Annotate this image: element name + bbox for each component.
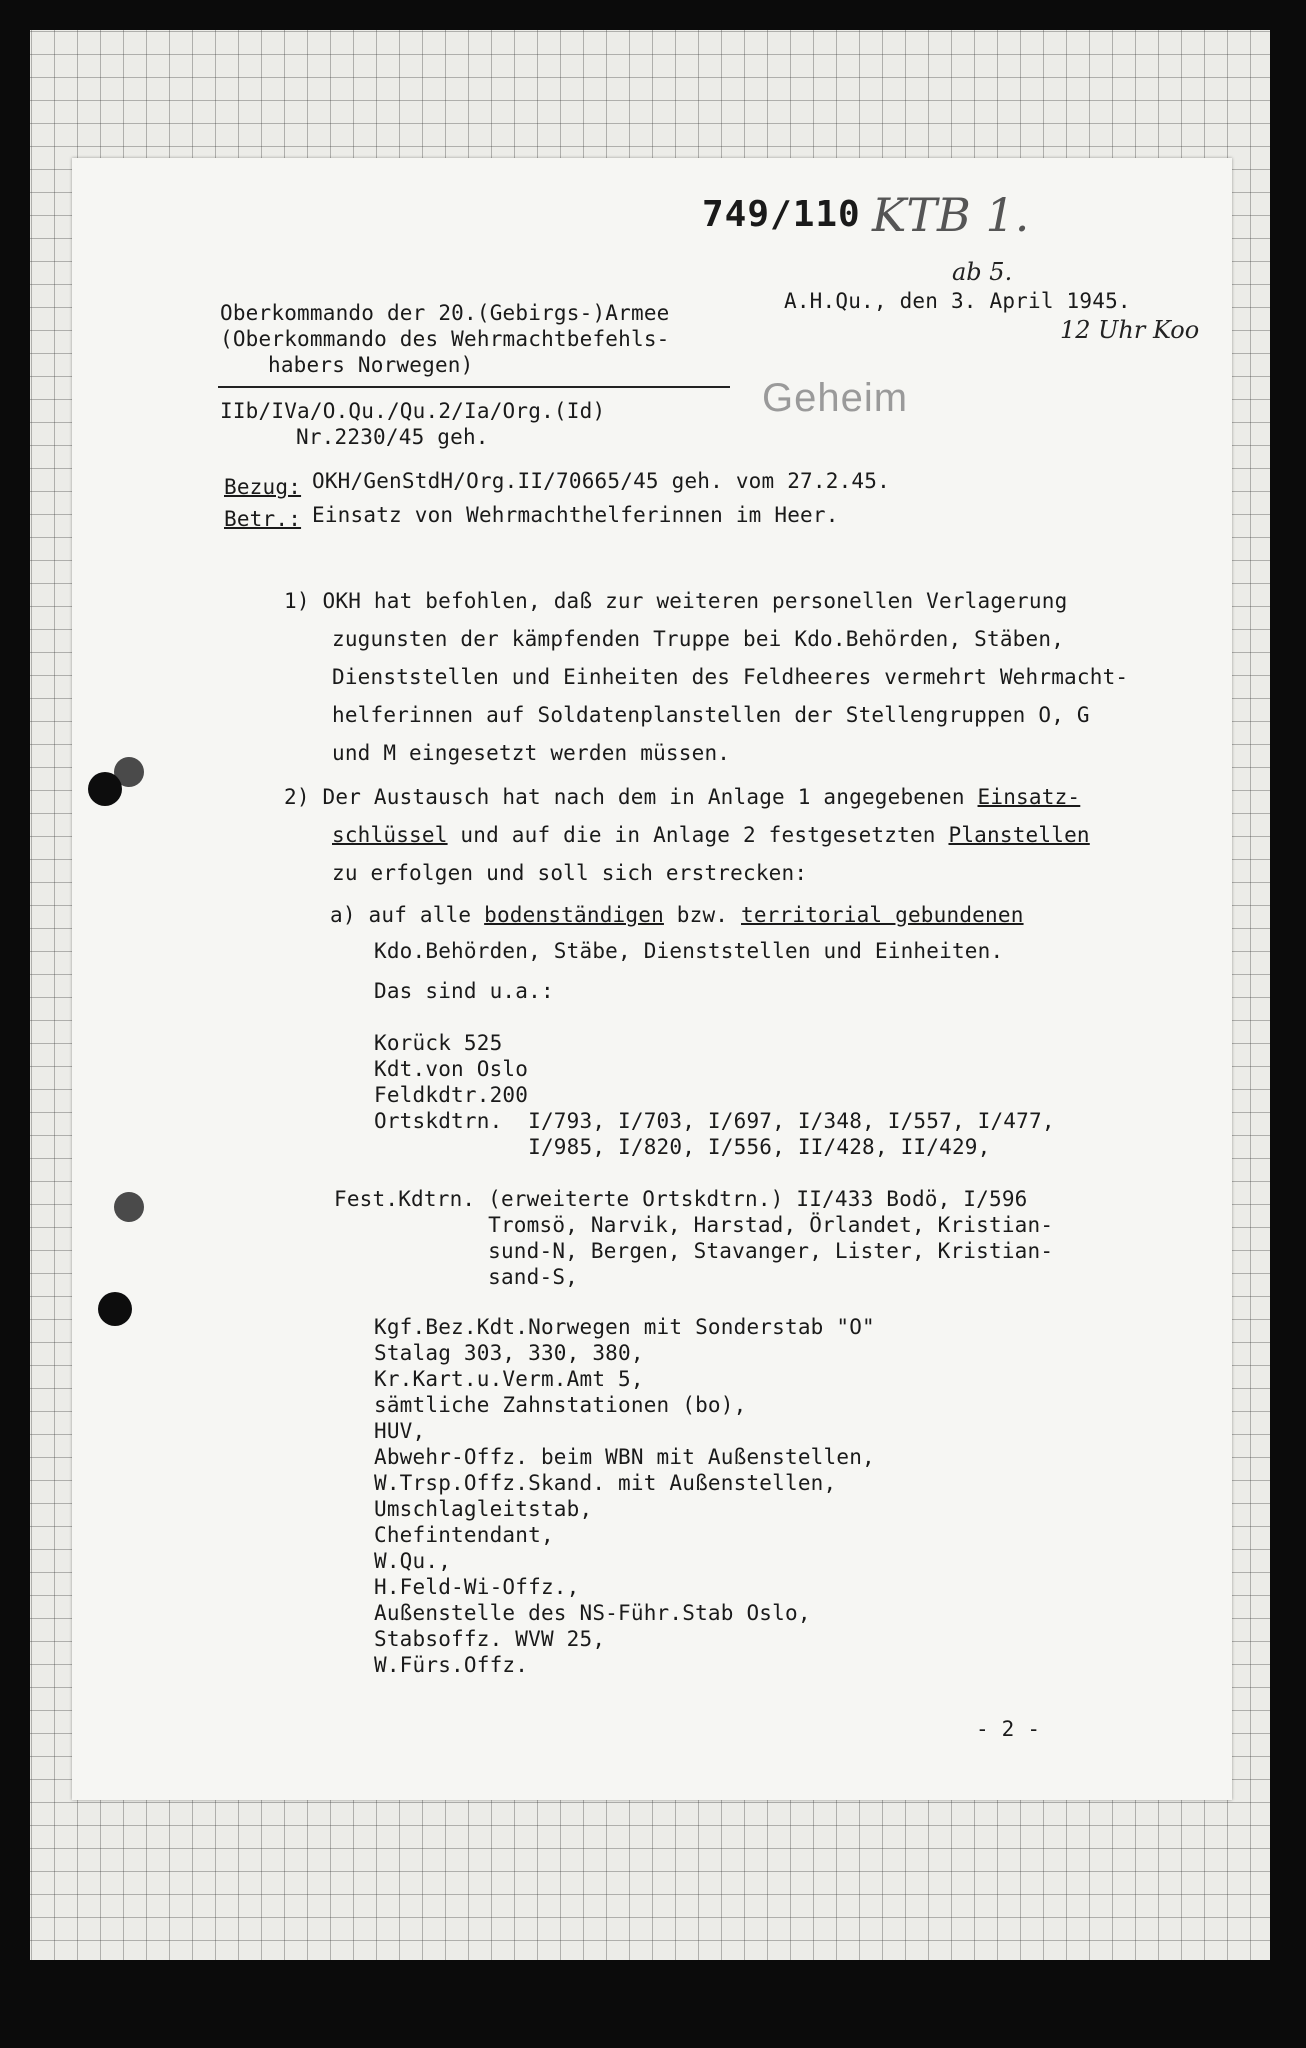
para2-line-2 [332, 822, 1090, 848]
punch-hole-3 [114, 1192, 144, 1222]
fest-line-1: Fest.Kdtrn. (erweiterte Ortskdtrn.) II/433 Bodö, I/596 [334, 1187, 1028, 1211]
fest-line-3: sund-N, Bergen, Stavanger, Lister, Kristian- [334, 1239, 1054, 1263]
list2-item-7: W.Trsp.Offz.Skand. mit Außenstellen, [374, 1471, 837, 1495]
das-sind-label: Das sind u.a.: [374, 979, 554, 1003]
para1-line-1: 1) OKH hat befohlen, daß zur weiteren personellen Verlagerung [284, 589, 1068, 613]
list1-item-5: I/985, I/820, I/556, II/428, II/429, [374, 1135, 991, 1159]
punch-hole-2 [88, 772, 122, 806]
handwritten-date-note: ab 5. [952, 258, 1013, 286]
item-a-prefix: a) auf alle [330, 903, 485, 927]
header-left-line-1: Oberkommando der 20.(Gebirgs-)Armee [220, 301, 670, 325]
fest-line-2: Tromsö, Narvik, Harstad, Örlandet, Kristian- [334, 1213, 1054, 1237]
bezug-text: OKH/GenStdH/Org.II/70665/45 geh. vom 27.2.45. [312, 469, 890, 493]
para2-line-1-text: 2) Der Austausch hat nach dem in Anlage 1 angegebenen [284, 785, 978, 809]
betr-text: Einsatz von Wehrmachthelferinnen im Heer. [312, 503, 839, 527]
item-a-line-2: Kdo.Behörden, Stäbe, Dienststellen und Einheiten. [374, 939, 1004, 963]
einsatzschluessel-underlined: Einsatz- [977, 785, 1081, 809]
top-dark-edge [0, 0, 1306, 30]
right-dark-edge [1270, 0, 1306, 2048]
planstellen-underlined: Planstellen [948, 823, 1090, 847]
header-left-line-2: (Oberkommando des Wehrmachtbefehls- [220, 327, 670, 351]
para1-line-5: und M eingesetzt werden müssen. [332, 741, 731, 765]
page-marker: - 2 - [976, 1717, 1041, 1741]
list2-item-6: Abwehr-Offz. beim WBN mit Außenstellen, [374, 1445, 875, 1469]
territorial-gebundenen-underlined: territorial gebundenen [741, 903, 1024, 927]
list2-item-1: Kgf.Bez.Kdt.Norwegen mit Sonderstab "O" [374, 1315, 875, 1339]
list2-item-4: sämtliche Zahnstationen (bo), [374, 1393, 747, 1417]
item-a-mid: bzw. [663, 903, 741, 927]
bezug-label: Bezug: [224, 475, 302, 499]
document-number: 749/110 [702, 194, 861, 235]
list1-item-1: Korück 525 [374, 1031, 503, 1055]
list2-item-9: Chefintendant, [374, 1523, 554, 1547]
schluessel-underlined: schlüssel [332, 823, 448, 847]
list2-item-2: Stalag 303, 330, 380, [374, 1341, 644, 1365]
left-dark-edge [0, 0, 30, 2048]
list1-item-2: Kdt.von Oslo [374, 1057, 529, 1081]
handwritten-ktb-note: KTB 1. [872, 188, 1030, 242]
list2-item-5: HUV, [374, 1419, 426, 1443]
list2-item-8: Umschlagleitstab, [374, 1497, 593, 1521]
para1-line-3: Dienststellen und Einheiten des Feldheeres vermehrt Wehrmacht- [332, 665, 1129, 689]
list2-item-11: H.Feld-Wi-Offz., [374, 1575, 580, 1599]
document-sheet [72, 158, 1232, 1800]
list1-item-4: Ortskdtrn. I/793, I/703, I/697, I/348, I/557, I/477, [374, 1109, 1055, 1133]
handwritten-signature: 12 Uhr Koo [1060, 316, 1200, 344]
bodenstaendigen-underlined: bodenständigen [484, 903, 664, 927]
list2-item-10: W.Qu., [374, 1549, 452, 1573]
betr-label: Betr.: [224, 507, 302, 531]
header-left-line-3: habers Norwegen) [268, 353, 474, 377]
para1-line-2: zugunsten der kämpfenden Truppe bei Kdo.Behörden, Stäben, [332, 627, 1065, 651]
para1-line-4: helferinnen auf Soldatenplanstellen der Stellengruppen O, G [332, 703, 1090, 727]
list2-item-13: Stabsoffz. WVW 25, [374, 1627, 606, 1651]
bottom-dark-edge [0, 1960, 1306, 2048]
list2-item-3: Kr.Kart.u.Verm.Amt 5, [374, 1367, 644, 1391]
list2-item-12: Außenstelle des NS-Führ.Stab Oslo, [374, 1601, 811, 1625]
punch-hole-4 [98, 1292, 132, 1326]
para2-line-1 [284, 784, 1080, 810]
list2-item-14: W.Fürs.Offz. [374, 1653, 529, 1677]
item-a-line-1 [330, 902, 1024, 928]
para2-line-2-text: und auf die in Anlage 2 festgesetzten [447, 823, 949, 847]
list1-item-3: Feldkdtr.200 [374, 1083, 529, 1107]
header-rule [218, 386, 730, 388]
fest-line-4: sand-S, [334, 1265, 579, 1289]
para2-line-3: zu erfolgen und soll sich erstrecken: [332, 861, 808, 885]
header-right-place-date: A.H.Qu., den 3. April 1945. [784, 289, 1131, 313]
file-ref-line-1: IIb/IVa/O.Qu./Qu.2/Ia/Org.(Id) [220, 399, 606, 423]
file-ref-line-2: Nr.2230/45 geh. [296, 425, 489, 449]
geheim-stamp: Geheim [762, 376, 909, 420]
